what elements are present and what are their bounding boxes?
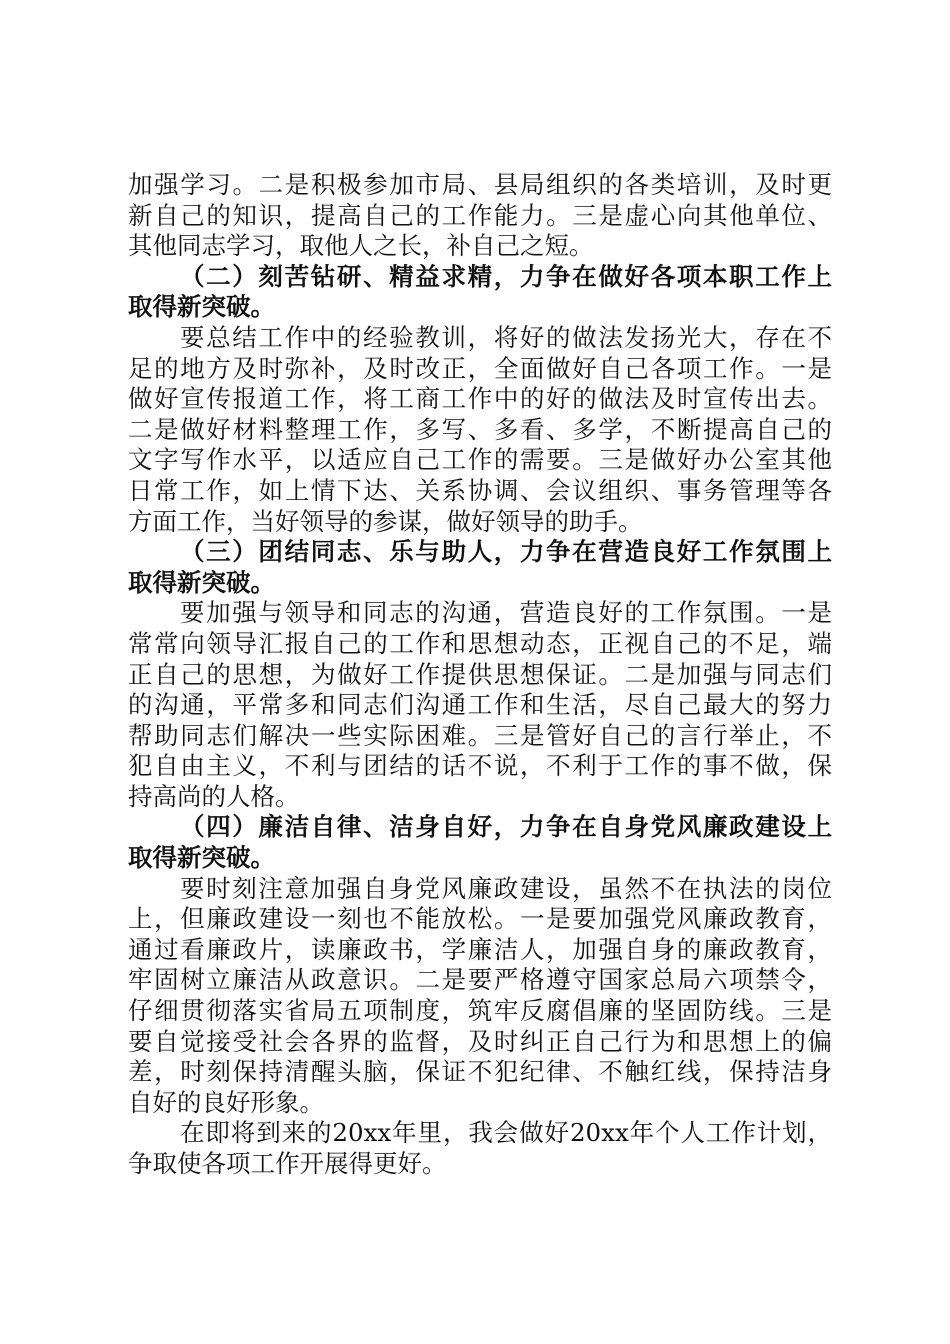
document-page — [128, 170, 832, 1180]
text-line: 常常向领导汇报自己的工作和思想动态，正视自己的不足，端 — [128, 628, 832, 658]
section-heading-4: （四）廉洁自律、洁身自好，力争在自身党风廉政建设上 — [180, 812, 832, 842]
text-line: 二是做好材料整理工作，多写、多看、多学，不断提高自己的 — [128, 414, 832, 444]
text-line: 要自觉接受社会各界的监督，及时纠正自己行为和思想上的偏 — [128, 1026, 832, 1056]
text-line: 加强学习。二是积极参加市局、县局组织的各类培训，及时更 — [128, 170, 832, 199]
section-heading-4-cont: 取得新突破。 — [128, 843, 275, 873]
section-heading-2-cont: 取得新突破。 — [128, 292, 275, 322]
section-heading-3: （三）团结同志、乐与助人，力争在营造良好工作氛围上 — [180, 537, 832, 567]
text-line: 做好宣传报道工作，将工商工作中的好的做法及时宣传出去。 — [128, 384, 832, 414]
text-line: 犯自由主义，不利与团结的话不说，不利于工作的事不做，保 — [128, 751, 832, 781]
text-line: 新自己的知识，提高自己的工作能力。三是虚心向其他单位、 — [128, 200, 832, 230]
text-line: 日常工作，如上情下达、关系协调、会议组织、事务管理等各 — [128, 475, 832, 505]
section-heading-2: （二）刻苦钻研、精益求精，力争在做好各项本职工作上 — [180, 261, 832, 291]
text-line: 要加强与领导和同志的沟通，营造良好的工作氛围。一是 — [180, 598, 832, 628]
text-line: 正自己的思想，为做好工作提供思想保证。二是加强与同志们 — [128, 659, 832, 689]
text-line: 自好的良好形象。 — [128, 1087, 324, 1117]
text-line: 的沟通，平常多和同志们沟通工作和生活，尽自己最大的努力 — [128, 690, 832, 720]
text-line: 文字写作水平，以适应自己工作的需要。三是做好办公室其他 — [128, 445, 832, 475]
text-line: 差，时刻保持清醒头脑，保证不犯纪律、不触红线，保持洁身 — [128, 1057, 832, 1087]
closing-line: 在即将到来的20xx年里，我会做好20xx年个人工作计划， — [180, 1118, 832, 1148]
text-line: 通过看廉政片，读廉政书，学廉洁人，加强自身的廉政教育， — [128, 934, 832, 964]
text-line: 上，但廉政建设一刻也不能放松。一是要加强党风廉政教育， — [128, 904, 832, 934]
text-line: 牢固树立廉洁从政意识。二是要严格遵守国家总局六项禁令， — [128, 965, 832, 995]
text-line: 要时刻注意加强自身党风廉政建设，虽然不在执法的岗位 — [180, 873, 832, 903]
text-line: 要总结工作中的经验教训，将好的做法发扬光大，存在不 — [180, 322, 832, 352]
text-line: 帮助同志们解决一些实际困难。三是管好自己的言行举止，不 — [128, 720, 832, 750]
text-line: 持高尚的人格。 — [128, 781, 300, 811]
text-line: 其他同志学习，取他人之长，补自己之短。 — [128, 231, 594, 261]
closing-line: 争取使各项工作开展得更好。 — [128, 1149, 447, 1178]
section-heading-3-cont: 取得新突破。 — [128, 567, 275, 597]
text-line: 足的地方及时弥补，及时改正，全面做好自己各项工作。一是 — [128, 353, 832, 383]
text-line: 仔细贯彻落实省局五项制度，筑牢反腐倡廉的坚固防线。三是 — [128, 996, 832, 1026]
text-line: 方面工作，当好领导的参谋，做好领导的助手。 — [128, 506, 643, 536]
